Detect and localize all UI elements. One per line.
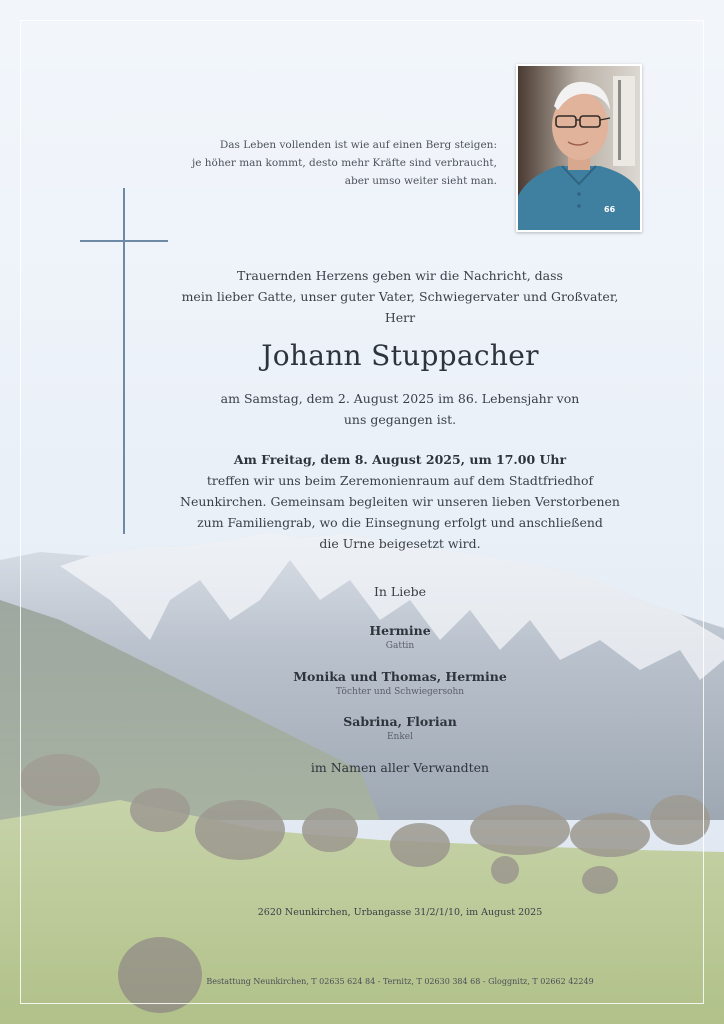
ceremony-headline: Am Freitag, dem 8. August 2025, um 17.00 Uhr — [233, 452, 567, 467]
ceremony-details — [140, 449, 660, 554]
intro-line: Trauernden Herzens geben wir die Nachricht, dass — [237, 268, 563, 283]
closing-line: im Namen aller Verwandten — [310, 760, 490, 775]
ceremony-line: Neunkirchen. Gemeinsam begleiten wir unseren lieben Verstorbenen — [180, 494, 620, 509]
passing-notice — [140, 388, 660, 430]
ceremony-line: treffen wir uns beim Zeremonienraum auf dem Stadtfriedhof — [206, 473, 594, 488]
mourner-relation: Gattin — [385, 641, 415, 651]
mourner-relation: Töchter und Schwiegersohn — [335, 687, 465, 697]
mourner-name: Sabrina, Florian — [343, 714, 457, 729]
intro-line: mein lieber Gatte, unser guter Vater, Schwiegervater und Großvater, — [181, 289, 619, 304]
portrait-photo — [516, 64, 642, 232]
mourner-entry — [140, 668, 660, 699]
ceremony-line: zum Familiengrab, wo die Einsegnung erfolgt und anschließend — [197, 515, 603, 530]
passing-line: am Samstag, dem 2. August 2025 im 86. Lebensjahr von — [220, 391, 580, 406]
quote-line: aber umso weiter sieht man. — [344, 175, 497, 187]
announcement-intro — [140, 265, 660, 328]
memorial-quote — [167, 136, 497, 190]
mourner-name: Monika und Thomas, Hermine — [293, 669, 507, 684]
shirt-badge: 66 — [604, 205, 616, 214]
ceremony-line: die Urne beigesetzt wird. — [319, 536, 481, 551]
mourner-entry — [140, 622, 660, 653]
cross-icon-bar — [80, 240, 168, 242]
mourner-name: Hermine — [369, 623, 431, 638]
funeral-home-footer: Bestattung Neunkirchen, T 02635 624 84 - Ternitz, T 02630 384 68 - Gloggnitz, T 02662 42249 — [206, 977, 594, 986]
mourner-entry — [140, 713, 660, 744]
passing-line: uns gegangen ist. — [343, 412, 457, 427]
deceased-name: Johann Stuppacher — [261, 339, 539, 372]
quote-line: je höher man kommt, desto mehr Kräfte sind verbraucht, — [191, 157, 497, 169]
address-line: 2620 Neunkirchen, Urbangasse 31/2/1/10, im August 2025 — [257, 907, 543, 918]
intro-line: Herr — [384, 310, 416, 325]
mourner-relation: Enkel — [386, 732, 414, 742]
quote-line: Das Leben vollenden ist wie auf einen Berg steigen: — [219, 139, 497, 151]
in-liebe-label: In Liebe — [373, 584, 427, 599]
